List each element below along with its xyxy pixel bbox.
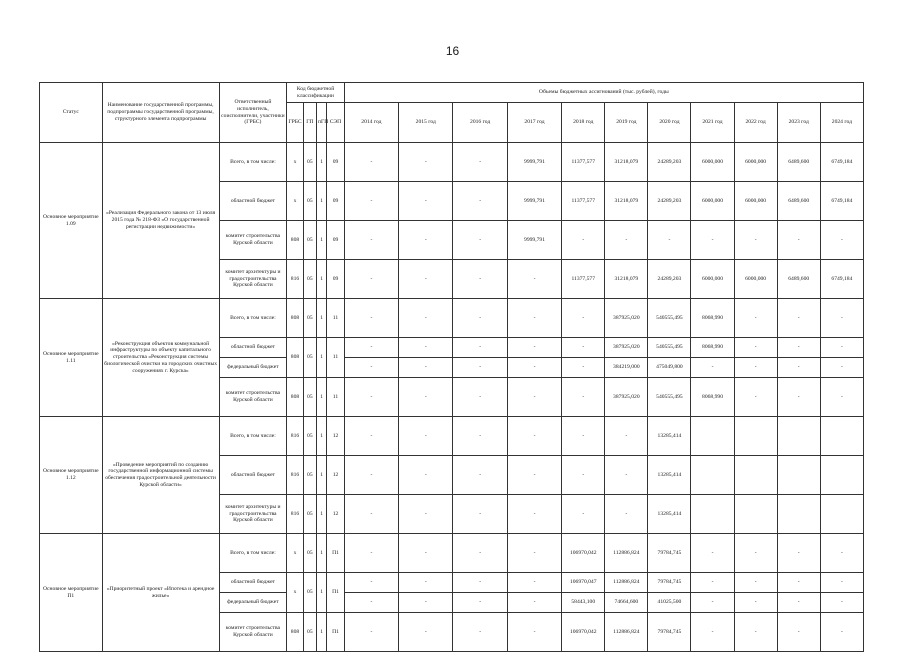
row-responsible: федеральный бюджет [219, 358, 287, 378]
value-cell: - [453, 221, 507, 260]
value-cell: - [507, 495, 561, 534]
value-cell [734, 456, 777, 495]
value-cell: - [507, 593, 561, 613]
code-sep: 12 [327, 495, 344, 534]
header-code-2: пГП [317, 103, 327, 143]
value-cell: 387925,020 [605, 378, 648, 417]
value-cell: - [453, 143, 507, 182]
value-cell: 540555,495 [648, 299, 691, 338]
value-cell: - [507, 417, 561, 456]
value-cell: 31218,079 [605, 182, 648, 221]
value-cell: - [344, 456, 398, 495]
value-cell: 6749,184 [820, 260, 863, 299]
value-cell: - [820, 378, 863, 417]
value-cell: 6000,000 [734, 182, 777, 221]
code-grbs: х [287, 182, 303, 221]
value-cell: 41025,500 [648, 593, 691, 613]
code-grbs: 816 [287, 417, 303, 456]
value-cell: - [399, 593, 453, 613]
value-cell: 475049,800 [648, 358, 691, 378]
value-cell: - [691, 534, 734, 573]
value-cell: - [399, 299, 453, 338]
value-cell: - [605, 456, 648, 495]
value-cell: - [399, 417, 453, 456]
row-name: «Приоритетный проект «Ипотека и арендное жилье» [102, 534, 219, 652]
header-year-3: 2017 год [507, 103, 561, 143]
code-pgp: 1 [317, 221, 327, 260]
code-gp: 05 [303, 495, 316, 534]
code-gp: 05 [303, 338, 316, 378]
value-cell: 24289,203 [648, 260, 691, 299]
value-cell: - [507, 613, 561, 652]
row-responsible: областной бюджет [219, 456, 287, 495]
value-cell: 6000,000 [691, 182, 734, 221]
value-cell: 387925,020 [605, 299, 648, 338]
row-responsible: Всего, в том числе: [219, 417, 287, 456]
code-grbs: 808 [287, 338, 303, 378]
row-responsible: комитет строительства Курской области [219, 221, 287, 260]
value-cell [691, 417, 734, 456]
value-cell: 79784,745 [648, 573, 691, 593]
row-name: «Реконструкция объектов коммунальной инфраструктуры по объекту капитального строительства «Реконструкция системы биологической очистки на городских очистных сооружениях г. Курска» [102, 299, 219, 417]
value-cell: - [453, 417, 507, 456]
value-cell: 6489,600 [777, 260, 820, 299]
value-cell: - [344, 182, 398, 221]
value-cell: 106970,042 [562, 534, 605, 573]
value-cell: - [734, 613, 777, 652]
value-cell [820, 417, 863, 456]
value-cell [734, 417, 777, 456]
value-cell: 13285,414 [648, 417, 691, 456]
table-row [40, 299, 864, 338]
row-responsible: комитет строительства Курской области [219, 613, 287, 652]
value-cell: - [344, 299, 398, 338]
value-cell: - [562, 417, 605, 456]
value-cell: 11377,577 [562, 182, 605, 221]
code-pgp: 1 [317, 613, 327, 652]
code-gp: 05 [303, 143, 316, 182]
header-year-10: 2024 год [820, 103, 863, 143]
value-cell: - [820, 221, 863, 260]
value-cell: - [399, 143, 453, 182]
value-cell: 387925,020 [605, 338, 648, 358]
row-status: Основное мероприятие 1.11 [40, 299, 103, 417]
value-cell: - [453, 573, 507, 593]
code-pgp: 1 [317, 534, 327, 573]
row-responsible: Всего, в том числе: [219, 299, 287, 338]
value-cell: - [344, 534, 398, 573]
header-code-group: Код бюджетной классификации [287, 83, 344, 103]
value-cell: - [453, 456, 507, 495]
value-cell: 8068,990 [691, 378, 734, 417]
value-cell: - [507, 456, 561, 495]
value-cell: - [562, 495, 605, 534]
value-cell: 31218,079 [605, 260, 648, 299]
value-cell: - [399, 338, 453, 358]
value-cell: 8068,990 [691, 299, 734, 338]
code-pgp: 1 [317, 378, 327, 417]
code-grbs: х [287, 534, 303, 573]
value-cell: - [507, 299, 561, 338]
value-cell: 6749,184 [820, 143, 863, 182]
value-cell: - [344, 338, 398, 358]
value-cell: - [344, 358, 398, 378]
header-year-8: 2022 год [734, 103, 777, 143]
code-gp: 05 [303, 417, 316, 456]
value-cell: - [777, 299, 820, 338]
value-cell: - [453, 299, 507, 338]
value-cell: - [453, 495, 507, 534]
table-row [40, 143, 864, 182]
value-cell: - [453, 593, 507, 613]
value-cell: - [399, 534, 453, 573]
value-cell: - [344, 417, 398, 456]
row-responsible: областной бюджет [219, 182, 287, 221]
value-cell: - [453, 182, 507, 221]
code-sep: П1 [327, 534, 344, 573]
code-grbs: 808 [287, 221, 303, 260]
code-sep: 09 [327, 221, 344, 260]
value-cell: - [562, 338, 605, 358]
value-cell: - [777, 358, 820, 378]
value-cell: - [605, 417, 648, 456]
value-cell: 13285,414 [648, 456, 691, 495]
value-cell: - [691, 613, 734, 652]
header-year-6: 2020 год [648, 103, 691, 143]
value-cell: - [691, 593, 734, 613]
code-pgp: 1 [317, 143, 327, 182]
value-cell: - [820, 573, 863, 593]
value-cell: 106970,042 [562, 613, 605, 652]
value-cell: - [734, 593, 777, 613]
table-row [40, 417, 864, 456]
value-cell: 540555,495 [648, 378, 691, 417]
code-pgp: 1 [317, 182, 327, 221]
value-cell: - [734, 534, 777, 573]
value-cell: - [691, 221, 734, 260]
code-pgp: 1 [317, 260, 327, 299]
page-number: 16 [445, 44, 460, 58]
row-name: «Проведение мероприятий по созданию государственной информационной системы обеспечения градостроительной деятельности Курской области» [102, 417, 219, 534]
code-sep: 11 [327, 338, 344, 378]
value-cell: - [777, 221, 820, 260]
code-gp: 05 [303, 378, 316, 417]
code-gp: 05 [303, 573, 316, 613]
value-cell: - [562, 378, 605, 417]
value-cell: 9999,791 [507, 182, 561, 221]
value-cell [820, 456, 863, 495]
value-cell: 540555,495 [648, 338, 691, 358]
header-code-3: СЭП [327, 103, 344, 143]
value-cell: 6000,000 [734, 143, 777, 182]
row-responsible: комитет архитектуры и градостроительства Курской области [219, 260, 287, 299]
value-cell: - [734, 378, 777, 417]
value-cell: - [344, 495, 398, 534]
value-cell: - [399, 378, 453, 417]
code-gp: 05 [303, 221, 316, 260]
value-cell: - [605, 495, 648, 534]
code-sep: 11 [327, 378, 344, 417]
value-cell: - [399, 221, 453, 260]
value-cell [777, 495, 820, 534]
value-cell: 24289,203 [648, 182, 691, 221]
code-grbs: 808 [287, 378, 303, 417]
value-cell: 58443,100 [562, 593, 605, 613]
row-responsible: областной бюджет [219, 338, 287, 358]
value-cell: - [399, 358, 453, 378]
code-grbs: 816 [287, 495, 303, 534]
value-cell: - [344, 378, 398, 417]
code-grbs: 816 [287, 456, 303, 495]
value-cell [691, 495, 734, 534]
value-cell: - [344, 593, 398, 613]
row-status: Основное мероприятие П1 [40, 534, 103, 652]
code-sep: 09 [327, 182, 344, 221]
value-cell: - [777, 593, 820, 613]
header-year-4: 2018 год [562, 103, 605, 143]
code-pgp: 1 [317, 456, 327, 495]
value-cell: - [734, 358, 777, 378]
code-sep: 11 [327, 299, 344, 338]
row-responsible: комитет архитектуры и градостроительства Курской области [219, 495, 287, 534]
value-cell: - [507, 534, 561, 573]
value-cell: - [777, 338, 820, 358]
code-grbs: 816 [287, 260, 303, 299]
value-cell: - [399, 260, 453, 299]
header-year-5: 2019 год [605, 103, 648, 143]
header-year-2: 2016 год [453, 103, 507, 143]
code-pgp: 1 [317, 299, 327, 338]
value-cell: - [453, 358, 507, 378]
value-cell: - [562, 221, 605, 260]
value-cell: - [507, 338, 561, 358]
header-volume-group: Объемы бюджетных ассигнований (тыс. рублей), годы [344, 83, 863, 103]
value-cell: - [399, 573, 453, 593]
value-cell: 6000,000 [691, 260, 734, 299]
code-gp: 05 [303, 534, 316, 573]
value-cell: - [777, 534, 820, 573]
value-cell [777, 417, 820, 456]
value-cell: - [820, 613, 863, 652]
code-grbs: х [287, 143, 303, 182]
header-name: Наименование государственной программы, подпрограммы государственной программы, структурного элемента подпрограммы [102, 83, 219, 143]
code-sep: П1 [327, 613, 344, 652]
budget-table [39, 82, 864, 652]
value-cell: - [399, 613, 453, 652]
value-cell: - [734, 338, 777, 358]
value-cell: - [453, 338, 507, 358]
value-cell: - [562, 358, 605, 378]
value-cell: - [507, 358, 561, 378]
value-cell: 6489,600 [777, 182, 820, 221]
value-cell: 9999,791 [507, 221, 561, 260]
value-cell: - [734, 573, 777, 593]
value-cell: - [507, 378, 561, 417]
value-cell: - [453, 378, 507, 417]
header-year-0: 2014 год [344, 103, 398, 143]
value-cell: - [399, 456, 453, 495]
header-code-1: ГП [303, 103, 316, 143]
value-cell: - [605, 221, 648, 260]
value-cell: 11377,577 [562, 143, 605, 182]
value-cell: - [399, 495, 453, 534]
header-year-9: 2023 год [777, 103, 820, 143]
header-code-0: ГРБС [287, 103, 303, 143]
code-pgp: 1 [317, 417, 327, 456]
value-cell: - [820, 593, 863, 613]
code-pgp: 1 [317, 338, 327, 378]
code-sep: 12 [327, 417, 344, 456]
value-cell: - [820, 338, 863, 358]
value-cell: - [399, 182, 453, 221]
value-cell: 112886,824 [605, 573, 648, 593]
value-cell: - [820, 358, 863, 378]
value-cell: - [344, 613, 398, 652]
value-cell: - [734, 221, 777, 260]
code-sep: 09 [327, 260, 344, 299]
value-cell [734, 495, 777, 534]
row-responsible: Всего, в том числе: [219, 534, 287, 573]
code-sep: 09 [327, 143, 344, 182]
header-status: Статус [40, 83, 103, 143]
row-status: Основное мероприятие 1.09 [40, 143, 103, 299]
value-cell: 384219,000 [605, 358, 648, 378]
value-cell: 79784,745 [648, 613, 691, 652]
code-pgp: 1 [317, 573, 327, 613]
value-cell: - [453, 260, 507, 299]
value-cell: 74664,600 [605, 593, 648, 613]
value-cell: 6000,000 [691, 143, 734, 182]
code-gp: 05 [303, 260, 316, 299]
value-cell: - [777, 573, 820, 593]
row-responsible: областной бюджет [219, 573, 287, 593]
value-cell: 112886,824 [605, 534, 648, 573]
value-cell: - [734, 299, 777, 338]
value-cell: - [344, 260, 398, 299]
code-gp: 05 [303, 299, 316, 338]
value-cell: 9999,791 [507, 143, 561, 182]
value-cell: - [344, 143, 398, 182]
value-cell: - [820, 534, 863, 573]
value-cell: - [648, 221, 691, 260]
value-cell: 8068,990 [691, 338, 734, 358]
code-grbs: 808 [287, 613, 303, 652]
value-cell [691, 456, 734, 495]
code-gp: 05 [303, 456, 316, 495]
row-responsible: Всего, в том числе: [219, 143, 287, 182]
header-responsible: Ответственный исполнитель, соисполнители, участники (ГРБС) [219, 83, 287, 143]
row-responsible: комитет строительства Курской области [219, 378, 287, 417]
code-sep: П1 [327, 573, 344, 613]
value-cell: - [691, 358, 734, 378]
code-pgp: 1 [317, 495, 327, 534]
code-sep: 12 [327, 456, 344, 495]
code-gp: 05 [303, 182, 316, 221]
value-cell: - [344, 573, 398, 593]
value-cell: 79784,745 [648, 534, 691, 573]
row-name: «Реализация Федерального закона от 13 июля 2015 года № 218-ФЗ «О государственной регистрации недвижимости» [102, 143, 219, 299]
header-year-7: 2021 год [691, 103, 734, 143]
value-cell [777, 456, 820, 495]
value-cell: 13285,414 [648, 495, 691, 534]
row-status: Основное мероприятие 1.12 [40, 417, 103, 534]
table-row [40, 534, 864, 573]
value-cell: - [820, 299, 863, 338]
code-grbs: 808 [287, 299, 303, 338]
value-cell [820, 495, 863, 534]
value-cell: - [344, 221, 398, 260]
value-cell: - [562, 456, 605, 495]
value-cell: - [507, 260, 561, 299]
value-cell: - [777, 378, 820, 417]
value-cell: 6489,600 [777, 143, 820, 182]
value-cell: - [507, 573, 561, 593]
value-cell: - [453, 613, 507, 652]
value-cell: 11377,577 [562, 260, 605, 299]
header-year-1: 2015 год [399, 103, 453, 143]
value-cell: - [453, 534, 507, 573]
code-gp: 05 [303, 613, 316, 652]
code-grbs: х [287, 573, 303, 613]
value-cell: 6000,000 [734, 260, 777, 299]
value-cell: - [691, 573, 734, 593]
value-cell: - [777, 613, 820, 652]
row-responsible: федеральный бюджет [219, 593, 287, 613]
value-cell: 31218,079 [605, 143, 648, 182]
value-cell: 24289,203 [648, 143, 691, 182]
value-cell: 106970,047 [562, 573, 605, 593]
value-cell: 112886,824 [605, 613, 648, 652]
value-cell: 6749,184 [820, 182, 863, 221]
value-cell: - [562, 299, 605, 338]
